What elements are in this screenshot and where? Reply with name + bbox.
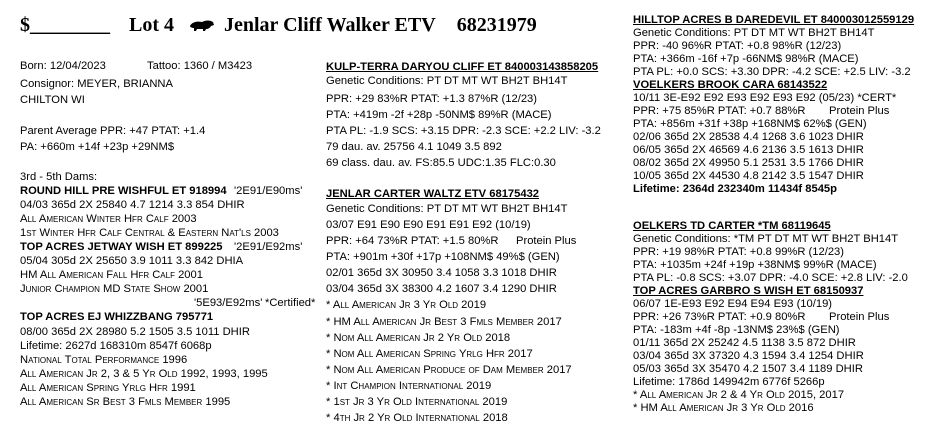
dams-dam-name: TOP ACRES GARBRO S WISH ET 68150937 — [633, 285, 864, 297]
sires-dam-record: 10/05 365d 2X 44530 4.8 2142 3.5 1547 DHIR — [633, 170, 864, 182]
dam4-name: TOP ACRES JETWAY WISH ET 899225 — [20, 241, 223, 253]
sires-dam-name: VOELKERS BROOK CARA 68143522 — [633, 79, 828, 91]
sires-dam-score: 10/11 3E-E92 E92 E93 E92 E93 E92 (05/23) *CERT* — [633, 92, 897, 104]
sires-dam-record: 08/02 365d 2X 49950 5.1 2531 3.5 1766 DHIR — [633, 157, 864, 169]
sires-dam-lifetime: Lifetime: 2364d 232340m 11434f 8545p — [633, 183, 837, 195]
consignor-location: CHILTON WI — [20, 94, 85, 106]
price-blank: ________ — [30, 14, 110, 36]
dam-record: 03/04 365d 3X 38300 4.2 1607 3.4 1290 DHIR — [326, 283, 557, 295]
dollar-sign: $ — [20, 14, 30, 36]
dam-award: * Int Champion International 2019 — [326, 380, 492, 392]
dams-sire-genetic: Genetic Conditions: *TM PT DT MT WT BH2T BH14T — [633, 233, 899, 245]
dam4-score: '2E91/E92ms' — [234, 241, 303, 253]
dam5-record: 08/00 365d 2X 28980 5.2 1505 3.5 1011 DHIR — [20, 326, 250, 338]
dam5-award: All American Jr 2, 3 & 5 Yr Old 1992, 1993, 1995 — [20, 368, 268, 380]
dam-award: * Nom All American Jr 2 Yr Old 2018 — [326, 332, 511, 344]
dam4-award: HM All American Fall Hfr Calf 2001 — [20, 269, 203, 281]
dam3-name: ROUND HILL PRE WISHFUL ET 918994 — [20, 185, 227, 197]
sire-ppr: PPR: +29 83%R PTAT: +1.3 87%R (12/23) — [326, 93, 538, 105]
dam-name: JENLAR CARTER WALTZ ETV 68175432 — [326, 188, 540, 200]
dam4-award: Junior Champion MD State Show 2001 — [20, 283, 209, 295]
consignor: Consignor: MEYER, BRIANNA — [20, 78, 173, 90]
sires-sire-name: HILLTOP ACRES B DAREDEVIL ET 840003012559129 — [633, 14, 915, 26]
dams-dam-record: 05/03 365d 3X 35470 4.2 1507 3.4 1189 DHIR — [633, 363, 863, 375]
dam-award: * 4th Jr 2 Yr Old International 2018 — [326, 412, 508, 424]
dam5-lifetime: Lifetime: 2627d 168310m 8547f 6068p — [20, 340, 212, 352]
dam5-award: All American Spring Yrlg Hfr 1991 — [20, 382, 196, 394]
sires-dam-protein: Protein Plus — [829, 105, 890, 117]
parent-average: Parent Average PPR: +47 PTAT: +1.4 — [20, 125, 206, 137]
dam3-record: 04/03 365d 2X 25840 4.7 1214 3.3 854 DHIR — [20, 199, 245, 211]
dam-genetic: Genetic Conditions: PT DT MT WT BH2T BH14T — [326, 203, 568, 215]
dams-dam-award: * All American Jr 2 & 4 Yr Old 2015, 2017 — [633, 389, 845, 401]
sires-dam-ppr: PPR: +75 85%R PTAT: +0.7 88%R — [633, 105, 806, 117]
dams-dam-record: 01/11 365d 2X 25242 4.5 1138 3.5 872 DHIR — [633, 337, 856, 349]
dams-sire-name: OELKERS TD CARTER *TM 68119645 — [633, 220, 831, 232]
sire-genetic: Genetic Conditions: PT DT MT WT BH2T BH14T — [326, 75, 568, 87]
dams-dam-protein: Protein Plus — [829, 311, 890, 323]
sires-sire-pta-pl: PTA PL: +0.0 SCS: +3.30 DPR: -4.2 SCE: +2.5 LIV: -3.2 — [633, 66, 911, 78]
dams-dam-ppr: PPR: +26 73%R PTAT: +0.9 80%R — [633, 311, 806, 323]
born-date: Born: 12/04/2023 — [20, 60, 106, 72]
dam-award: * Nom All American Spring Yrlg Hfr 2017 — [326, 348, 533, 360]
dams-heading: 3rd - 5th Dams: — [20, 171, 98, 183]
sires-dam-pta: PTA: +856m +31f +38p +168NM$ 62%$ (GEN) — [633, 118, 867, 130]
dams-sire-ppr: PPR: +19 98%R PTAT: +0.8 99%R (12/23) — [633, 246, 845, 258]
dams-dam-award: * HM All American Jr 3 Yr Old 2016 — [633, 402, 814, 414]
dam-record: 02/01 365d 3X 30950 3.4 1058 3.3 1018 DHIR — [326, 267, 557, 279]
dam3-score: '2E91/E90ms' — [234, 185, 303, 197]
dams-sire-pta-pl: PTA PL: -0.8 SCS: +3.07 DPR: -4.0 SCE: +2.8 LIV: -2.0 — [633, 272, 908, 284]
lot-number: Lot 4 — [129, 14, 174, 36]
dam5-score: '5E93/E92ms' — [194, 297, 263, 309]
lot-header — [20, 14, 537, 37]
registration-number: 68231979 — [456, 14, 537, 36]
tattoo: Tattoo: 1360 / M3423 — [147, 60, 253, 72]
dam-award: * HM All American Jr Best 3 Fmls Member 2017 — [326, 316, 562, 328]
dams-sire-pta: PTA: +1035m +24f +19p +38NM$ 99%R (MACE) — [633, 259, 877, 271]
dam-ppr: PPR: +64 73%R PTAT: +1.5 80%R — [326, 235, 499, 247]
dam-award: * 1st Jr 3 Yr Old International 2019 — [326, 396, 508, 408]
dam5-award: All American Sr Best 3 Fmls Member 1995 — [20, 396, 231, 408]
dam-pta: PTA: +901m +30f +17p +108NM$ 49%$ (GEN) — [326, 251, 560, 263]
dams-dam-score: 06/07 1E-E93 E92 E94 E94 E93 (10/19) — [633, 298, 833, 310]
dams-dam-pta: PTA: -183m +4f -8p -13NM$ 23%$ (GEN) — [633, 324, 840, 336]
dam3-award: All American Winter Hfr Calf 2003 — [20, 213, 197, 225]
dam4-record: 05/04 305d 2X 25650 3.9 1011 3.3 842 DHIA — [20, 255, 244, 267]
animal-name: Jenlar Cliff Walker ETV — [224, 14, 436, 36]
dam-protein: Protein Plus — [516, 235, 577, 247]
dam-award: * All American Jr 3 Yr Old 2019 — [326, 299, 487, 311]
dam5-certified: *Certified* — [265, 297, 316, 309]
dams-dam-lifetime: Lifetime: 1786d 149942m 6776f 5266p — [633, 376, 825, 388]
sires-sire-pta: PTA: +366m -16f +7p -66NM$ 98%R (MACE) — [633, 53, 859, 65]
dam-score: 03/07 E91 E90 E90 E91 E91 E92 (10/19) — [326, 219, 531, 231]
sire-pta-pl: PTA PL: -1.9 SCS: +3.15 DPR: -2.3 SCE: +2.2 LIV: -3.2 — [326, 125, 601, 137]
dam5-name: TOP ACRES EJ WHIZZBANG 795771 — [20, 311, 214, 323]
sire-daughters: 79 dau. av. 25756 4.1 1049 3.5 892 — [326, 141, 502, 153]
sire-name: KULP-TERRA DARYOU CLIFF ET 840003143858205 — [326, 61, 599, 73]
dams-dam-record: 03/04 365d 3X 37320 4.3 1594 3.4 1254 DHIR — [633, 350, 864, 362]
dam5-award: National Total Performance 1996 — [20, 354, 188, 366]
sire-pta: PTA: +419m -2f +28p -50NM$ 89%R (MACE) — [326, 109, 552, 121]
sires-sire-genetic: Genetic Conditions: PT DT MT WT BH2T BH14T — [633, 27, 875, 39]
dam-award: * Nom All American Produce of Dam Member 2017 — [326, 364, 572, 376]
sires-sire-ppr: PPR: -40 96%R PTAT: +0.8 98%R (12/23) — [633, 40, 842, 52]
sires-dam-record: 06/05 365d 2X 46569 4.6 2136 3.5 1613 DHIR — [633, 144, 864, 156]
cow-silhouette-icon — [189, 19, 215, 33]
sires-dam-record: 02/06 365d 2X 28538 4.4 1268 3.6 1023 DHIR — [633, 131, 864, 143]
parent-average-pa: PA: +660m +14f +23p +29NM$ — [20, 141, 175, 153]
dam3-award: 1st Winter Hfr Calf Central & Eastern Nat'ls 2003 — [20, 227, 279, 239]
sire-class-daughters: 69 class. dau. av. FS:85.5 UDC:1.35 FLC:0.30 — [326, 157, 556, 169]
